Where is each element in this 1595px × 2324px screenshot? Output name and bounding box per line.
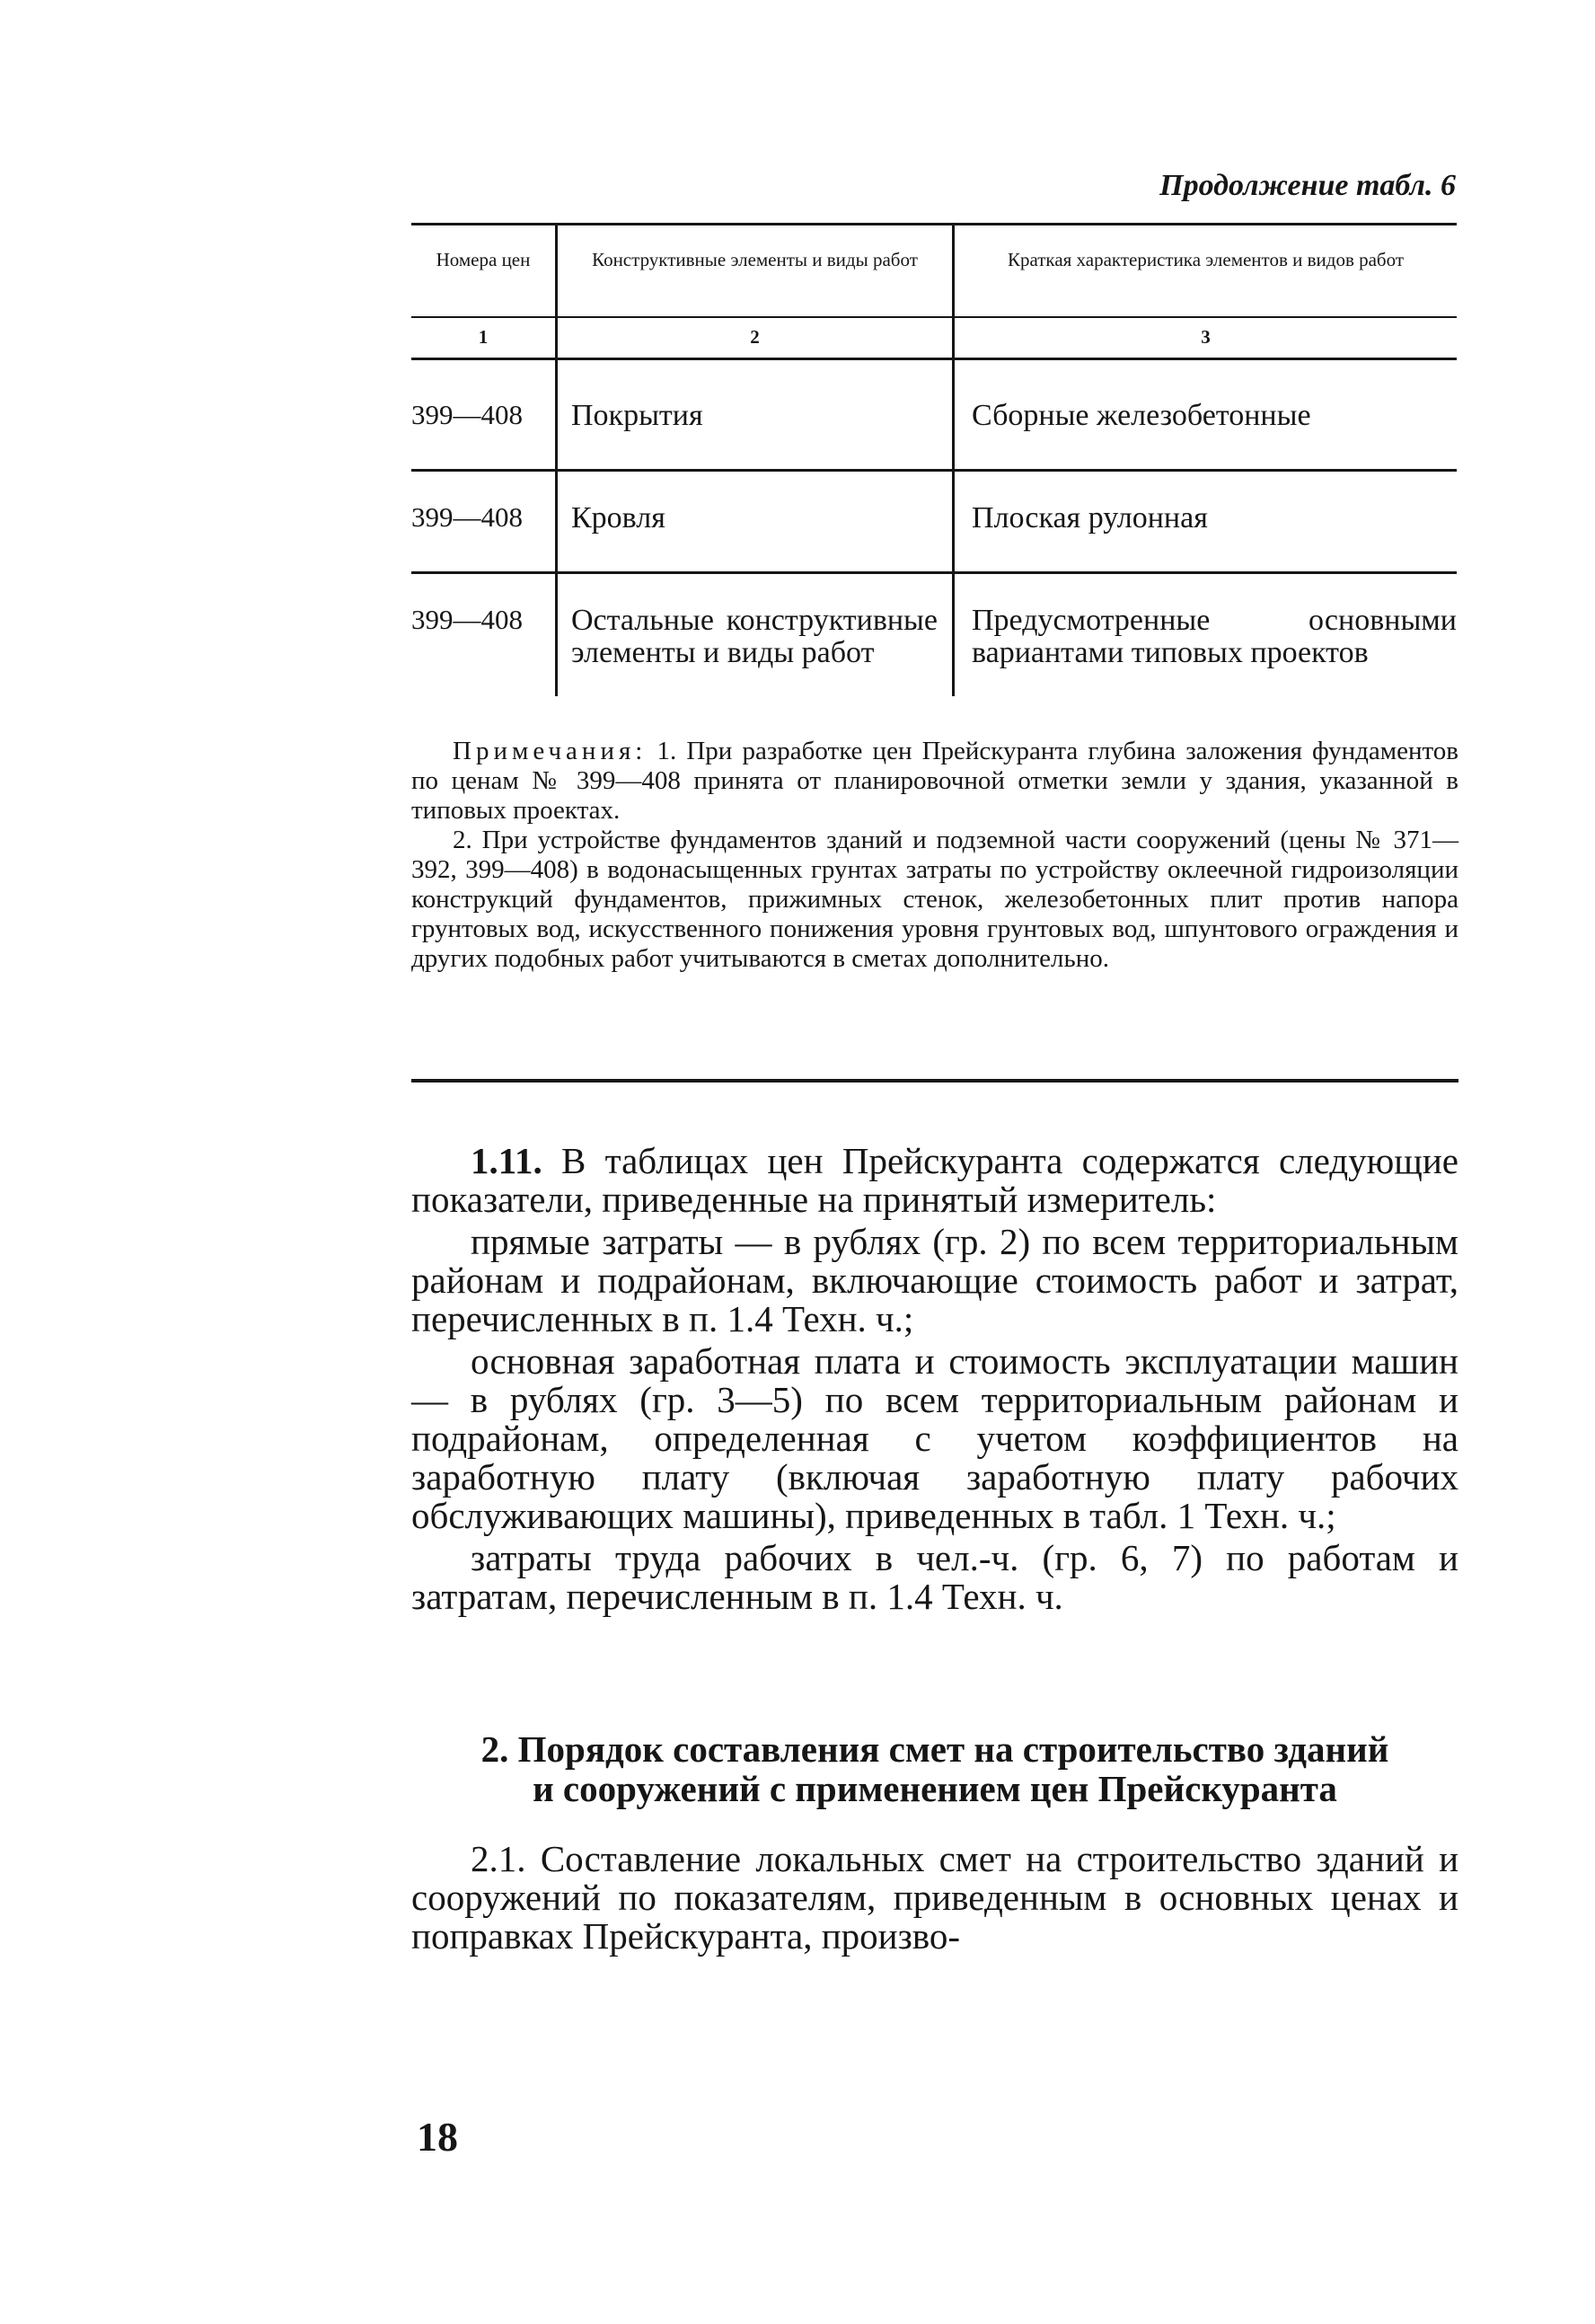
row-1-price-numbers: 399—408	[411, 399, 523, 430]
section-1-11-item-2: основная заработная плата и стоимость эксплуатации машин — в рублях (гр. 3—5) по всем территориальным районам и подрайонам, определенная с учетом коэффициентов на заработную плату (включая заработную плату рабочих обслуживающих машины), приведенных в табл. 1 Техн. ч.;	[411, 1340, 1458, 1536]
row-2-price-numbers: 399—408	[411, 501, 523, 533]
column-number-rule	[411, 358, 1457, 360]
column-number-1: 1	[478, 326, 489, 348]
section-2-1-paragraph	[411, 1840, 1458, 1956]
row-1-element: Покрытия	[571, 399, 703, 432]
header-elements: Конструктивные элементы и виды работ	[592, 249, 918, 270]
row-rule-1	[411, 469, 1457, 472]
table-continuation-caption: Продолжение табл. 6	[1159, 169, 1456, 202]
notes-bottom-rule	[411, 1079, 1458, 1082]
column-divider-2	[952, 223, 955, 696]
column-number-3: 3	[1201, 326, 1211, 348]
row-1-description: Сборные железобетонные	[972, 399, 1311, 432]
section-2-title-line-1: 2. Порядок составления смет на строительство зданий	[480, 1728, 1389, 1770]
section-1-11-intro-text: В таблицах цен Прейскуранта содержатся следующие показатели, приведенные на принятый измеритель:	[411, 1140, 1458, 1220]
note-2: 2. При устройстве фундаментов зданий и подземной части сооружений (цены № 371—392, 399—408) в водонасыщенных грунтах затраты по устройству оклеечной гидроизоляции конструкций фундаментов, прижимных стенок, железобетонных плит против напора грунтовых вод, искусственного понижения уровня грунтовых вод, шпунтового ограждения и других подобных работ учитываются в сметах дополнительно.	[411, 826, 1458, 973]
section-1-11-item-3: затраты труда рабочих в чел.-ч. (гр. 6, 7) по работам и затратам, перечисленным в п. 1.4 Техн. ч.	[411, 1537, 1458, 1617]
section-2-1-number: 2.1.	[471, 1838, 526, 1879]
section-2-title-line-2: и сооружений с применением цен Прейскуранта	[533, 1768, 1337, 1809]
section-2-1-text: Составление локальных смет на строительство зданий и сооружений по показателям, приведенным в основных ценах и поправках Прейскуранта, произво-	[411, 1838, 1459, 1957]
section-1-11-intro	[411, 1142, 1458, 1219]
section-1-11	[411, 1142, 1458, 1620]
column-divider-1	[555, 223, 558, 696]
section-1-11-item-1: прямые затраты — в рублях (гр. 2) по всем территориальным районам и подрайонам, включающие стоимость работ и затрат, перечисленных в п. 1.4 Техн. ч.;	[411, 1221, 1458, 1339]
note-1	[411, 737, 1458, 826]
table-notes	[411, 737, 1458, 974]
section-1-11-number: 1.11.	[471, 1140, 542, 1181]
header-description: Краткая характеристика элементов и видов работ	[1007, 249, 1405, 270]
row-2-description: Плоская рулонная	[972, 501, 1208, 535]
section-2-title	[411, 1729, 1458, 1808]
row-3-description: Предусмотренные основными вариантами типовых проектов	[972, 604, 1457, 669]
header-rule	[411, 316, 1457, 318]
row-rule-2	[411, 571, 1457, 574]
row-3-element: Остальные конструктивные элементы и виды работ	[571, 604, 938, 669]
notes-label: Примечания:	[453, 737, 648, 765]
section-2-1	[411, 1840, 1458, 1959]
table-top-rule	[411, 223, 1457, 225]
row-2-element: Кровля	[571, 501, 665, 535]
header-price-numbers: Номера цен	[436, 249, 531, 270]
page-number: 18	[417, 2114, 458, 2160]
column-number-2: 2	[750, 326, 760, 348]
row-3-price-numbers: 399—408	[411, 604, 523, 635]
note-1-text: 1. При разработке цен Прейскуранта глубина заложения фундаментов по ценам № 399—408 принята от планировочной отметки земли у здания, указанной в типовых проектах.	[411, 737, 1458, 825]
